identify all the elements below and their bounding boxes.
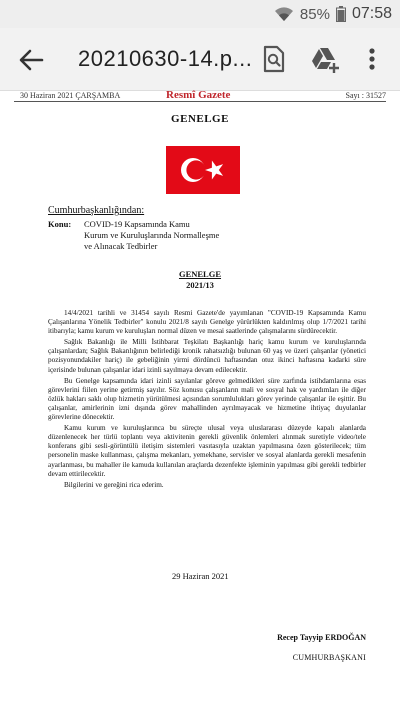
wifi-icon	[274, 6, 294, 22]
body-paragraph: 14/4/2021 tarihli ve 31454 sayılı Resmi Gazete'de yayımlanan "COVID-19 Kapsamında Kamu Çalışanlarına Yönelik Tedbirler" konulu 2021/8 sayılı Genelge yürürlükten kaldırılmış olup 1/7/2021 tarihi itibarıyla; kamu kurum ve kuruluşları normal düzen ve mesai saatlerinde çalışmalarını sürdürecektir.	[48, 309, 366, 336]
battery-percent: 85%	[299, 5, 330, 23]
header-issue: Sayı : 31527	[345, 91, 386, 100]
battery-icon	[336, 6, 346, 22]
subject-line: COVID-19 Kapsamında Kamu	[84, 219, 190, 229]
more-options-icon[interactable]	[362, 44, 382, 74]
body-paragraph: Bu Genelge kapsamında idari izinli sayılanlar göreve gelmedikleri süre zarfında istihdamlarına esas görevlerini fiilen yerine getirmiş sayılır. Söz konusu çalışanların mali ve sosyal hak ve yardımları ile diğer özlük hakları saklı olup hizmetin yürütülmesi açısından sorumlulukları görev yerinde çalışanlar ile eşittir. Bu çalışanlar, amirlerinin izni dışında görev mahallinden ayrılmayacak ve hizmetine ihtiyaç duyulanlar görevlerine dönecektir.	[48, 376, 366, 422]
signer-name: Recep Tayyip ERDOĞAN	[277, 633, 366, 642]
header-divider	[14, 101, 386, 102]
status-bar	[0, 0, 400, 28]
body-paragraph: Kamu kurum ve kuruluşlarınca bu süreçte ulusal veya uluslararası düzeyde kapalı alanlarda düzenlenecek her türlü toplantı veya aktivitenin gerekli güvenlik önlemleri alınmak suretiyle video/tele konferans gibi sesli-görüntülü iletişim sistemleri vasıtasıyla uzaktan yapılmasına özen gösterilecek; tüm personelin maske kullanması, çalışma mekanları, yemekhane, servisler ve sosyal alanlarda gerekli mesafenin ayarlanması, bu mahaller ile kamuda kullanılan araçlarda dezenfekte işleminin yapılması gibi gerekli tedbirler devam ettirilecektir.	[48, 424, 366, 478]
app-bar	[0, 28, 400, 91]
section-title: GENELGE	[171, 113, 229, 125]
signer-title: CUMHURBAŞKANI	[292, 653, 366, 662]
turkish-flag	[166, 146, 240, 194]
subject-text	[84, 219, 304, 252]
status-icons	[274, 5, 392, 23]
back-arrow-icon[interactable]	[18, 47, 44, 73]
document-title: 20210630-14.p...	[78, 46, 253, 71]
authority-line: Cumhurbaşkanlığından:	[48, 205, 145, 216]
subject-line: ve Alınacak Tedbirler	[84, 241, 158, 251]
subject-label: Konu:	[48, 219, 72, 229]
add-to-drive-icon[interactable]	[310, 44, 340, 74]
circular-number: 2021/13	[186, 280, 214, 290]
issue-date: 29 Haziran 2021	[172, 571, 229, 581]
circular-heading	[0, 269, 400, 291]
header-date: 30 Haziran 2021 ÇARŞAMBA	[20, 91, 121, 100]
circular-title: GENELGE	[178, 269, 222, 279]
header-gazette-name: Resmî Gazete	[166, 89, 231, 101]
circular-body	[48, 309, 366, 492]
body-paragraph: Bilgilerini ve gereğini rica ederim.	[64, 480, 164, 489]
search-in-document-icon[interactable]	[258, 44, 288, 74]
body-paragraph: Sağlık Bakanlığı ile Milli İstihbarat Teşkilatı Başkanlığı hariç kamu kurum ve kuruluşlarında çalışanlardan; Sağlık Bakanlığının belirlediği kronik rahatsızlığı bulunan 60 yaş ve üzeri çalışanlar (yönetici pozisyonundakiler hariç) ile gebeliğinin yirmi dördüncü haftasından otuz ikinci haftasına kadarki süre içerisinde bulunan çalışanlar idari izinli sayılmaya devam edilecektir.	[48, 338, 366, 374]
document-page[interactable]	[0, 91, 400, 711]
clock: 07:58	[351, 5, 392, 22]
subject-line: Kurum ve Kuruluşlarında Normalleşme	[84, 230, 220, 240]
